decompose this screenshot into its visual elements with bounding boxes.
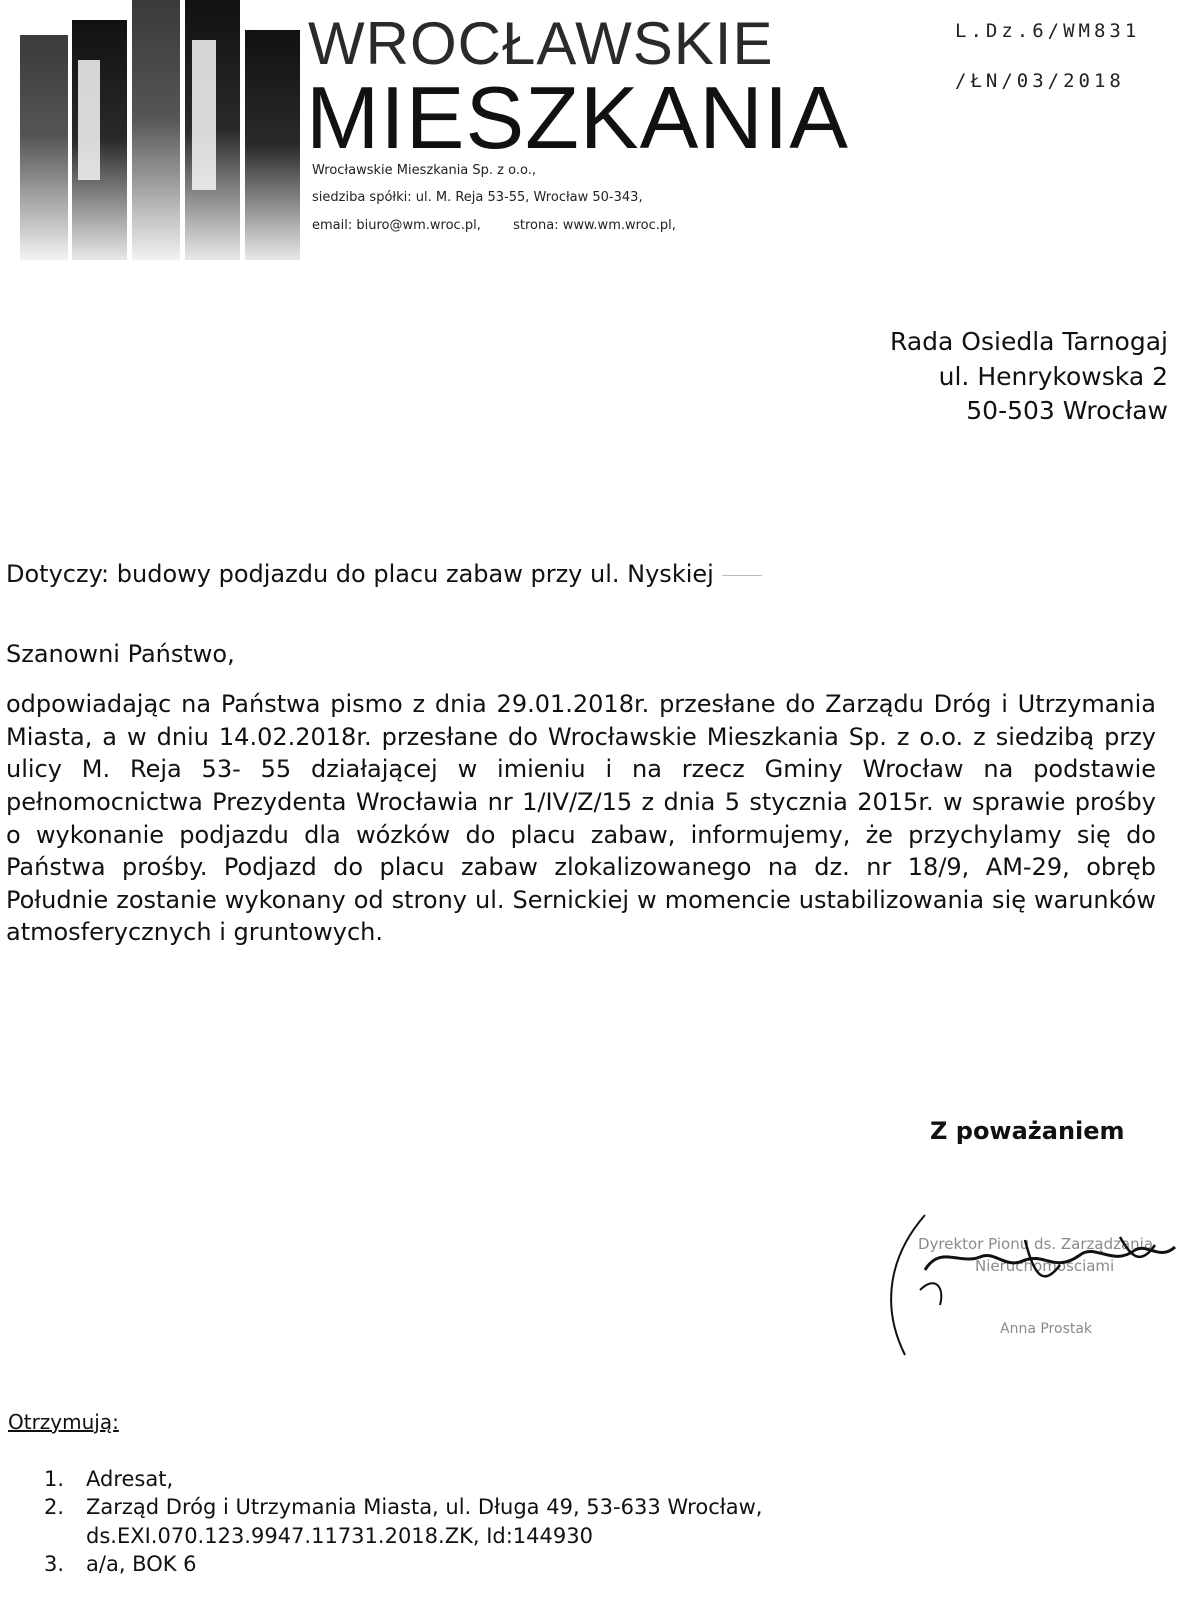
recipient-item bbox=[44, 1493, 762, 1550]
recipient-item bbox=[44, 1465, 762, 1493]
addressee-name: Rada Osiedla Tarnogaj bbox=[890, 327, 1168, 356]
brand-name-line2: MIESZKANIA bbox=[306, 68, 849, 167]
handwritten-signature bbox=[885, 1195, 1185, 1365]
recipient-text: a/a, BOK 6 bbox=[86, 1552, 197, 1577]
addressee-street: ul. Henrykowska 2 bbox=[938, 361, 1168, 391]
signature-stamp-subtitle: Nieruchomościami bbox=[975, 1257, 1115, 1275]
company-contact bbox=[312, 218, 676, 233]
addressee-city: 50-503 Wrocław bbox=[966, 396, 1168, 425]
reference-number-line1: L.Dz.6/WM831 bbox=[955, 20, 1141, 42]
subject-rule bbox=[722, 575, 762, 576]
company-name: Wrocławskie Mieszkania Sp. z o.o., bbox=[312, 163, 536, 178]
company-logo-mark bbox=[20, 0, 305, 260]
recipient-number: 1. bbox=[44, 1467, 65, 1491]
reference-number-line2: /ŁN/03/2018 bbox=[955, 70, 1125, 92]
company-seat: siedziba spółki: ul. M. Reja 53-55, Wrocław 50-343, bbox=[312, 190, 643, 205]
company-website: strona: www.wm.wroc.pl, bbox=[513, 218, 676, 233]
recipient-text: Zarząd Dróg i Utrzymania Miasta, ul. Długa 49, 53-633 Wrocław, bbox=[86, 1495, 763, 1520]
recipient-number: 3. bbox=[44, 1552, 65, 1577]
subject-label: Dotyczy: bbox=[6, 560, 110, 588]
signature-stamp-name: Anna Prostak bbox=[1000, 1321, 1093, 1337]
subject-text: budowy podjazdu do placu zabaw przy ul. Nyskiej bbox=[116, 560, 714, 588]
brand-name-line1: WROCŁAWSKIE bbox=[308, 10, 774, 77]
addressee-block bbox=[890, 325, 1168, 429]
recipient-text-continued: ds.EXI.070.123.9947.11731.2018.ZK, Id:144930 bbox=[86, 1523, 593, 1548]
recipient-item bbox=[44, 1550, 762, 1578]
closing-phrase: Z poważaniem bbox=[930, 1117, 1125, 1145]
company-email: email: biuro@wm.wroc.pl, bbox=[312, 218, 481, 233]
letter-body: odpowiadając na Państwa pismo z dnia 29.01.2018r. przesłane do Zarządu Dróg i Utrzymania Miasta, a w dniu 14.02.2018r. przesłane do Wrocławskie Mieszkania Sp. z o.o. z siedzibą przy ulicy M. Reja 53- 55 działającej w imieniu i na rzecz Gminy Wrocław na podstawie pełnomocnictwa Prezydenta Wrocławia nr 1/IV/Z/15 z dnia 5 stycznia 2015r. w sprawie prośby o wykonanie podjazdu dla wózków do placu zabaw, informujemy, że przychylamy się do Państwa prośby. Podjazd do placu zabaw zlokalizowanego na dz. nr 18/9, AM-29, obręb Południe zostanie wykonany od strony ul. Sernickiej w momencie ustabilizowania się warunków atmosferycznych i gruntowych. bbox=[6, 690, 1156, 947]
recipient-text: Adresat, bbox=[86, 1467, 174, 1491]
signature-stamp-title: Dyrektor Pionu ds. Zarządzania bbox=[918, 1235, 1154, 1253]
recipients-list bbox=[44, 1465, 762, 1578]
recipients-heading: Otrzymują: bbox=[8, 1410, 119, 1434]
subject-line bbox=[6, 560, 762, 588]
recipient-number: 2. bbox=[44, 1495, 65, 1520]
salutation: Szanowni Państwo, bbox=[6, 640, 235, 668]
